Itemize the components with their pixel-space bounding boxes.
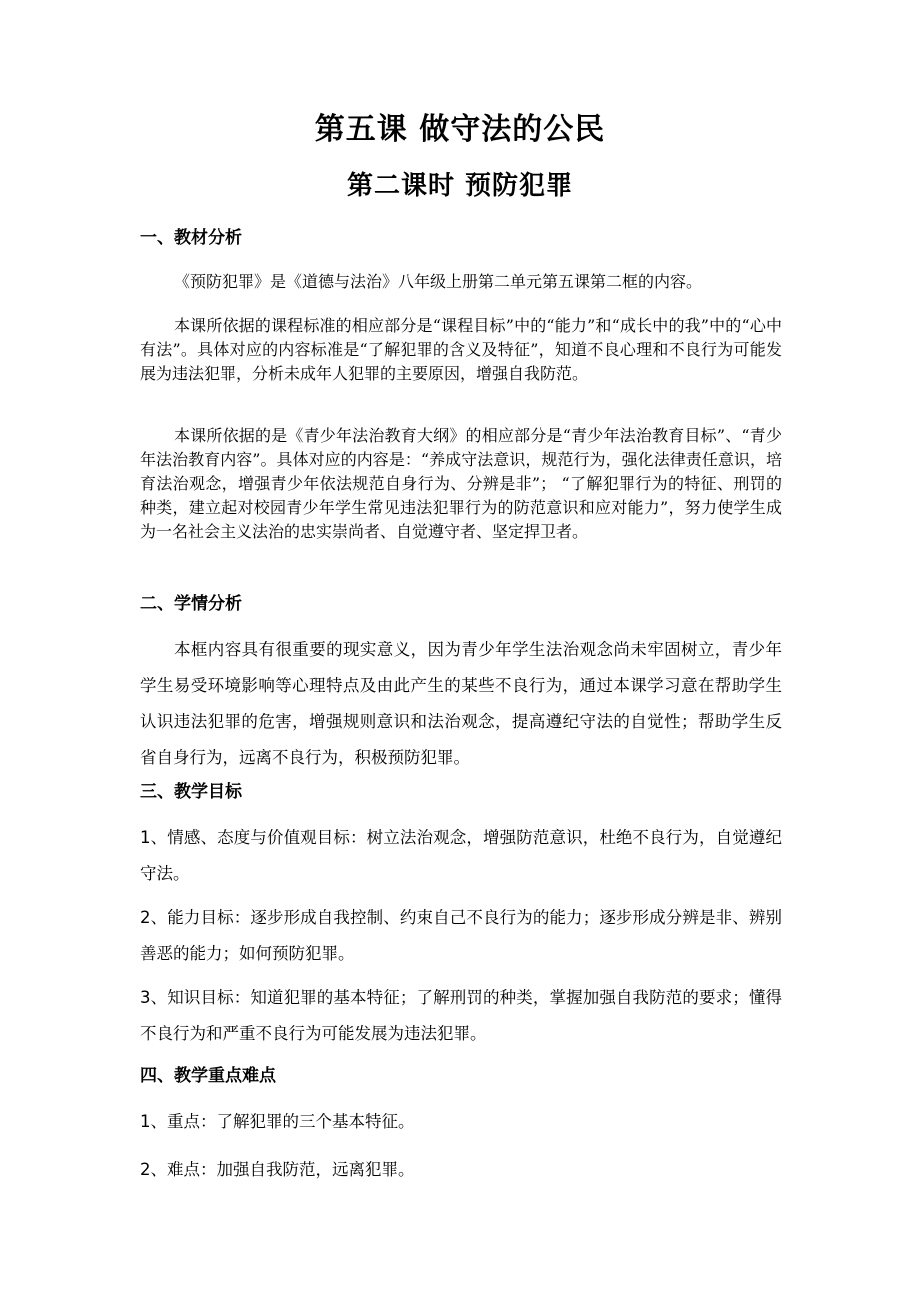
key-point-item: 1、重点：了解犯罪的三个基本特征。 (140, 1112, 415, 1131)
section-heading-student-analysis: 二、学情分析 (140, 594, 242, 614)
goal-item-ability: 2、能力目标：逐步形成自我控制、约束自己不良行为的能力；逐步形成分辨是非、辨别善恶的能力；如何预防犯罪。 (140, 908, 782, 963)
lesson-title: 第五课 做守法的公民 (314, 112, 606, 147)
goal-item-values: 1、情感、态度与价值观目标：树立法治观念，增强防范意识，杜绝不良行为，自觉遵纪守法。 (140, 828, 782, 883)
paragraph-curriculum-standard: 本课所依据的课程标准的相应部分是“课程目标”中的“能力”和“成长中的我”中的“心中有法”。具体对应的内容标准是“了解犯罪的含义及特征”，知道不良心理和不良行为可能发展为违法犯罪，分析未成年人犯罪的主要原因，增强自我防范。 (140, 316, 782, 383)
paragraph-student-analysis: 本框内容具有很重要的现实意义，因为青少年学生法治观念尚未牢固树立，青少年学生易受环境影响等心理特点及由此产生的某些不良行为，通过本课学习意在帮助学生认识违法犯罪的危害，增强规则意识和法治观念，提高遵纪守法的自觉性；帮助学生反省自身行为，远离不良行为，积极预防犯罪。 (140, 640, 782, 767)
section-heading-teaching-goals: 三、教学目标 (140, 782, 242, 802)
paragraph-law-education-outline: 本课所依据的是《青少年法治教育大纲》的相应部分是“青少年法治教育目标”、“青少年法治教育内容”。具体对应的内容是：“养成守法意识，规范行为，强化法律责任意识，培育法治观念，增强青少年依法规范自身行为、分辨是非”； “了解犯罪行为的特征、刑罚的种类，建立起对校园青少年学生常见违法犯罪行为的防范意识和应对能力”，努力使学生成为一名社会主义法治的忠实崇尚者、自觉遵守者、坚定捍卫者。 (140, 426, 782, 541)
section-heading-key-points: 四、教学重点难点 (140, 1066, 276, 1086)
section-heading-textbook-analysis: 一、教材分析 (140, 228, 242, 248)
goal-item-knowledge: 3、知识目标：知道犯罪的基本特征；了解刑罚的种类，掌握加强自我防范的要求；懂得不良行为和严重不良行为可能发展为违法犯罪。 (140, 988, 782, 1043)
difficult-point-item: 2、难点：加强自我防范，远离犯罪。 (140, 1160, 415, 1179)
paragraph-textbook-intro: 《预防犯罪》是《道德与法治》八年级上册第二单元第五课第二框的内容。 (174, 272, 703, 291)
lesson-subtitle: 第二课时 预防犯罪 (346, 171, 574, 201)
